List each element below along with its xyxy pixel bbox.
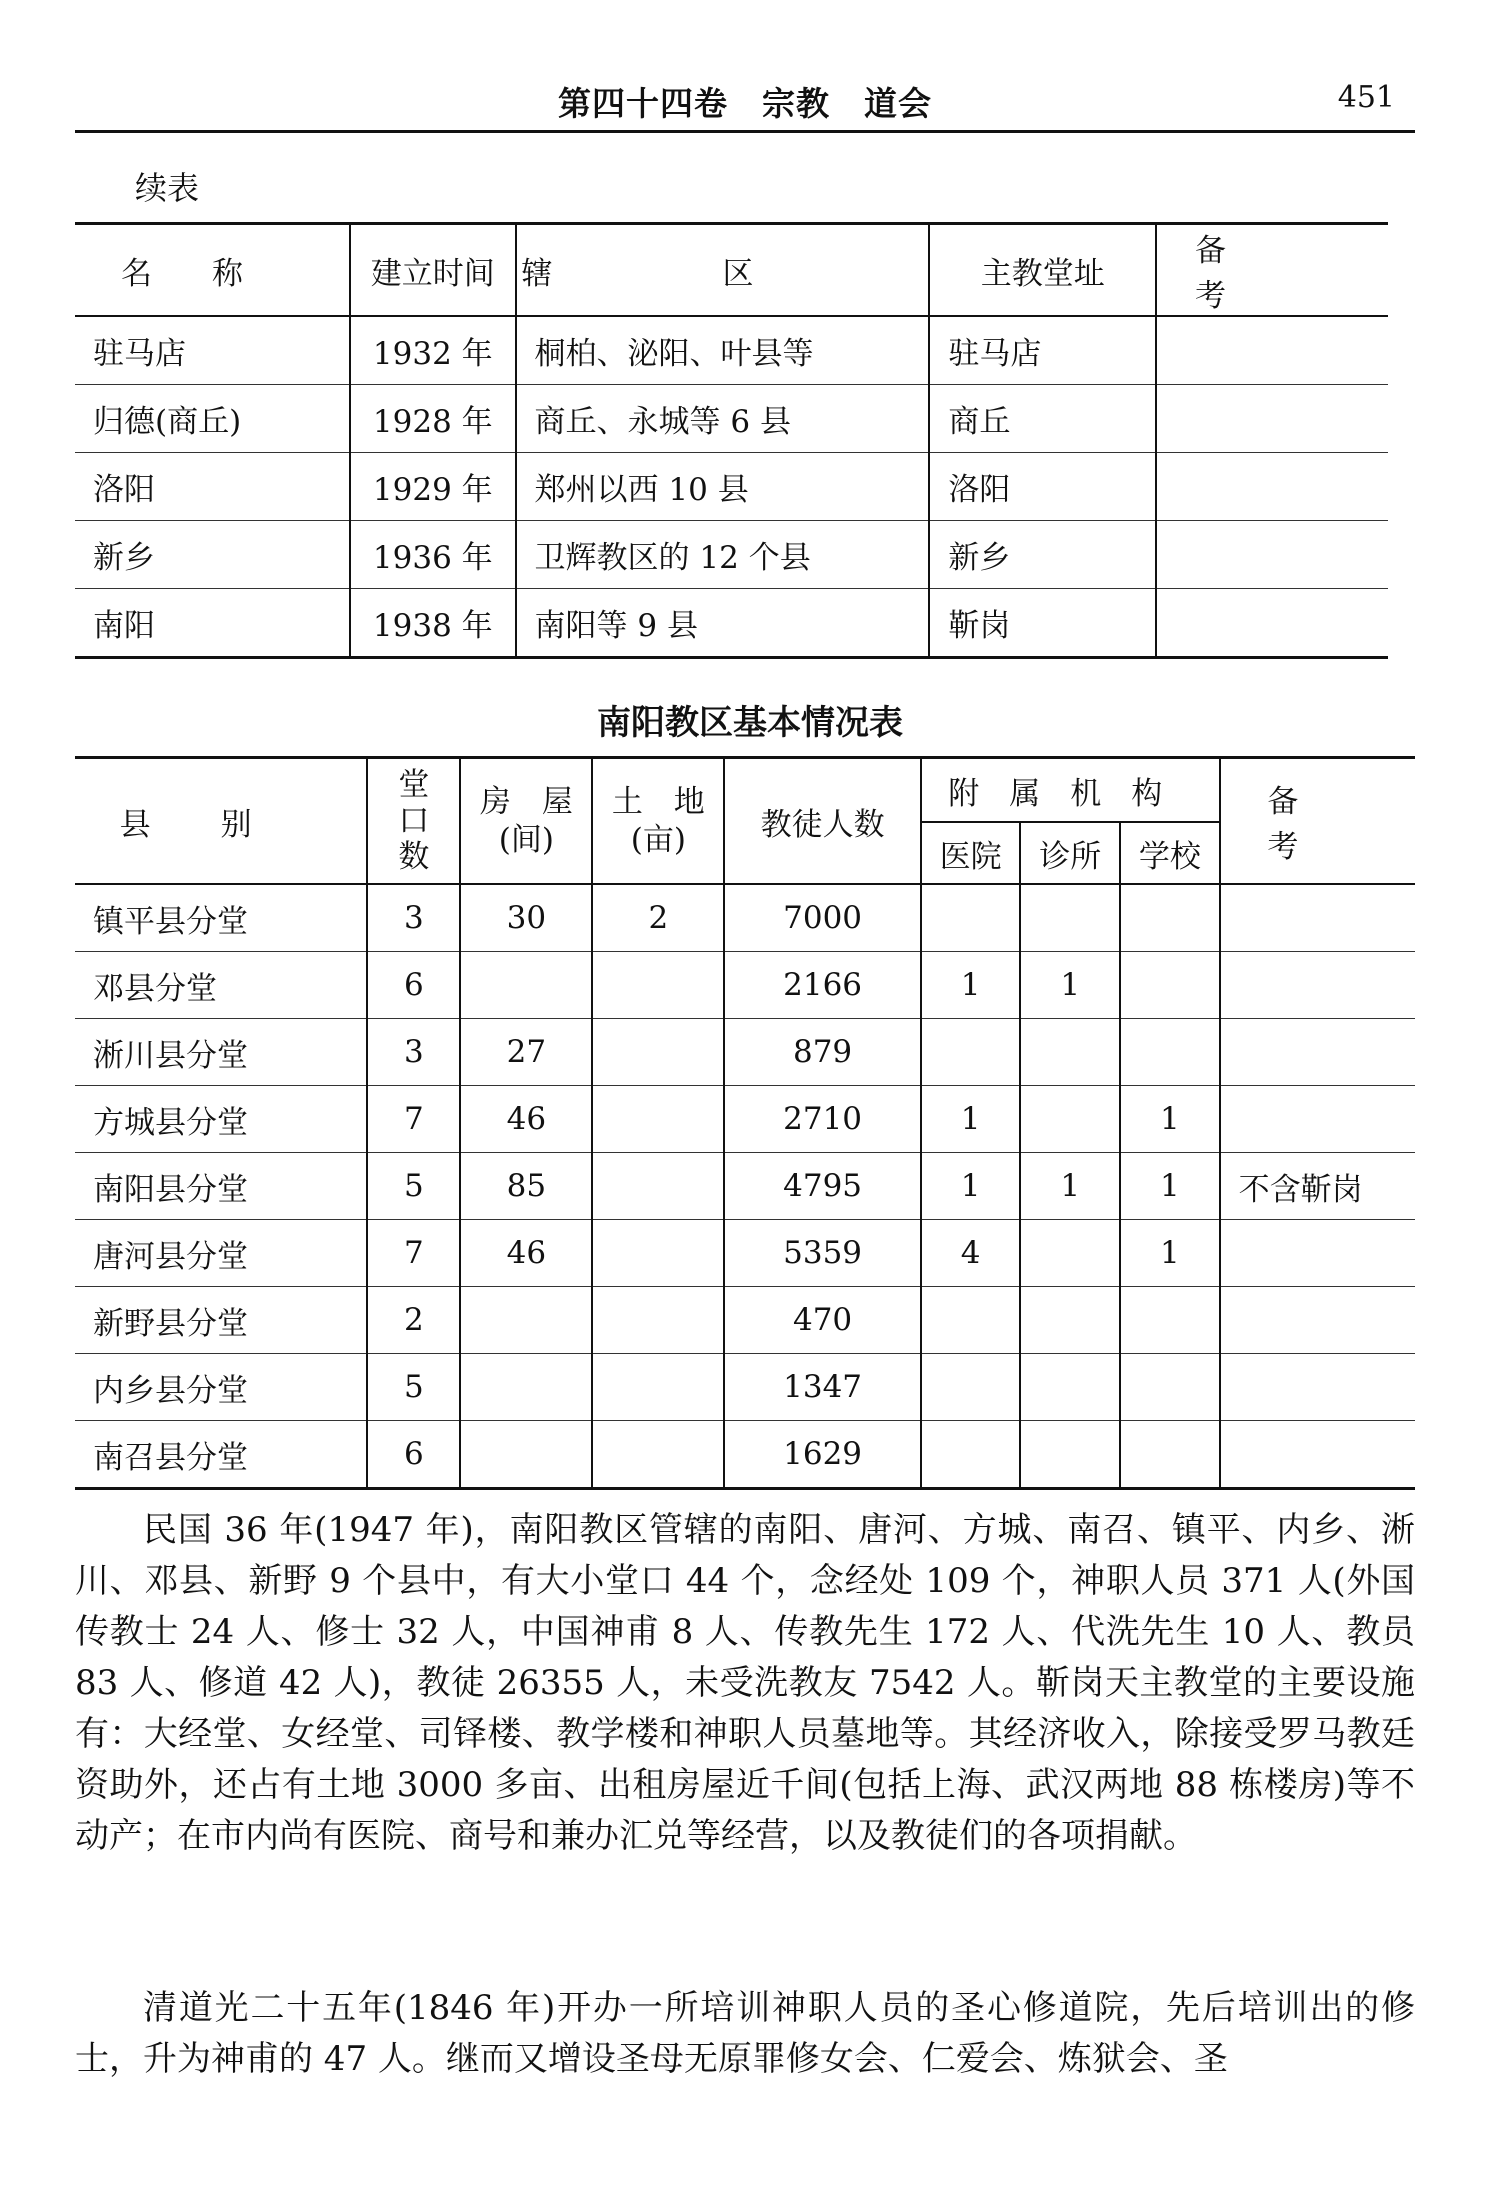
header-churches: 堂 口 数 [367,758,460,885]
cell-land: 2 [592,884,724,952]
table-row [75,316,1388,385]
cell-churches: 5 [367,1354,460,1421]
table-body [75,316,1388,658]
table-body [75,884,1415,1489]
cell-notes [1220,1019,1415,1086]
cell-believers: 879 [724,1019,921,1086]
cell-county: 淅川县分堂 [75,1019,367,1086]
cell-school: 1 [1120,1220,1220,1287]
cell-land [592,1019,724,1086]
header-jurisdiction: 辖区 [516,224,930,317]
cell-houses: 30 [460,884,592,952]
cell-houses: 85 [460,1153,592,1220]
cell-notes [1220,1354,1415,1421]
cell-land [592,952,724,1019]
cell-hospital [921,1354,1021,1421]
table-row [75,1019,1415,1086]
cell-believers: 7000 [724,884,921,952]
header-affiliated: 附属机构 [921,758,1220,823]
table-row [75,1153,1415,1220]
cell-notes [1220,1220,1415,1287]
cell-houses: 27 [460,1019,592,1086]
cell-school [1120,1019,1220,1086]
cell-name: 新乡 [75,521,350,589]
cell-houses: 46 [460,1220,592,1287]
running-title: 第四十四卷 宗教 道会 [558,84,932,123]
cell-hospital: 1 [921,1086,1021,1153]
header-notes: 备考 [1220,758,1415,885]
cell-founded: 1929 年 [350,453,516,521]
cell-believers: 2710 [724,1086,921,1153]
cell-school: 1 [1120,1086,1220,1153]
cell-land [592,1354,724,1421]
cell-churches: 6 [367,952,460,1019]
diocese-table [75,222,1388,659]
paragraph-1: 民国 36 年(1947 年)，南阳教区管辖的南阳、唐河、方城、南召、镇平、内乡、淅川、邓县、新野 9 个县中，有大小堂口 44 个，念经处 109 个，神职人员 371 人(外国传教士 24 人、修士 32 人，中国神甫 8 人、传教先生 172 人、代洗先生 10 人、教员 83 人、修道 42 人)，教徒 26355 人，未受洗教友 7542 人。靳岗天主教堂的主要设施有：大经堂、女经堂、司铎楼、教学楼和神职人员墓地等。其经济收入，除接受罗马教廷资助外，还占有土地 3000 多亩、出租房屋近千间(包括上海、武汉两地 88 栋楼房)等不动产；在市内尚有医院、商号和兼办汇兑等经营，以及教徒们的各项捐献。 [75,1510,1415,1856]
table-row [75,1421,1415,1489]
header-hospital: 医院 [921,822,1021,884]
table-row [75,884,1415,952]
cell-churches: 7 [367,1220,460,1287]
cell-churches: 6 [367,1421,460,1489]
page-number: 451 [1337,80,1395,115]
cell-churches: 3 [367,1019,460,1086]
cell-clinic [1020,884,1120,952]
cell-cathedral: 商丘 [929,385,1156,453]
cell-notes: 不含靳岗 [1220,1153,1415,1220]
cell-county: 南召县分堂 [75,1421,367,1489]
table-row [75,521,1388,589]
cell-county: 南阳县分堂 [75,1153,367,1220]
cell-founded: 1936 年 [350,521,516,589]
cell-school [1120,1354,1220,1421]
cell-clinic [1020,1354,1120,1421]
cell-houses [460,952,592,1019]
cell-cathedral: 新乡 [929,521,1156,589]
cell-school [1120,1421,1220,1489]
cell-clinic [1020,1019,1120,1086]
cell-churches: 3 [367,884,460,952]
cell-county: 方城县分堂 [75,1086,367,1153]
cell-believers: 5359 [724,1220,921,1287]
cell-notes [1156,453,1388,521]
cell-founded: 1938 年 [350,589,516,658]
cell-notes [1220,884,1415,952]
cell-churches: 5 [367,1153,460,1220]
cell-notes [1156,589,1388,658]
cell-jurisdiction: 南阳等 9 县 [516,589,930,658]
table-header-row [75,758,1415,823]
table-row [75,1354,1415,1421]
cell-jurisdiction: 郑州以西 10 县 [516,453,930,521]
cell-clinic: 1 [1020,952,1120,1019]
cell-believers: 470 [724,1287,921,1354]
header-houses: 房 屋 (间) [460,758,592,885]
cell-founded: 1928 年 [350,385,516,453]
cell-school [1120,952,1220,1019]
cell-believers: 2166 [724,952,921,1019]
cell-houses [460,1287,592,1354]
cell-name: 南阳 [75,589,350,658]
cell-county: 邓县分堂 [75,952,367,1019]
header-county: 县别 [75,758,367,885]
header-clinic: 诊所 [1020,822,1120,884]
cell-hospital: 4 [921,1220,1021,1287]
table-row [75,952,1415,1019]
cell-hospital [921,884,1021,952]
cell-county: 新野县分堂 [75,1287,367,1354]
cell-clinic [1020,1220,1120,1287]
cell-clinic [1020,1421,1120,1489]
table-title: 南阳教区基本情况表 [597,703,903,743]
table-row [75,589,1388,658]
cell-hospital: 1 [921,952,1021,1019]
cell-notes [1220,1421,1415,1489]
cell-hospital [921,1421,1021,1489]
header-believers: 教徒人数 [724,758,921,885]
paragraph-2: 清道光二十五年(1846 年)开办一所培训神职人员的圣心修道院，先后培训出的修士，升为神甫的 47 人。继而又增设圣母无原罪修女会、仁爱会、炼狱会、圣 [75,1988,1415,2079]
cell-notes [1220,1086,1415,1153]
header-land: 土 地 (亩) [592,758,724,885]
cell-clinic: 1 [1020,1153,1120,1220]
running-header [75,70,1415,133]
cell-land [592,1287,724,1354]
table-row [75,1220,1415,1287]
cell-jurisdiction: 商丘、永城等 6 县 [516,385,930,453]
cell-churches: 2 [367,1287,460,1354]
cell-houses: 46 [460,1086,592,1153]
cell-jurisdiction: 桐柏、泌阳、叶县等 [516,316,930,385]
cell-cathedral: 驻马店 [929,316,1156,385]
cell-notes [1220,1287,1415,1354]
cell-believers: 4795 [724,1153,921,1220]
cell-school: 1 [1120,1153,1220,1220]
table-row [75,385,1388,453]
cell-notes [1220,952,1415,1019]
cell-land [592,1220,724,1287]
cell-believers: 1629 [724,1421,921,1489]
cell-hospital [921,1019,1021,1086]
cell-hospital [921,1287,1021,1354]
header-name: 名称 [75,224,350,317]
header-school: 学校 [1120,822,1220,884]
cell-name: 洛阳 [75,453,350,521]
cell-jurisdiction: 卫辉教区的 12 个县 [516,521,930,589]
cell-school [1120,884,1220,952]
table-row [75,453,1388,521]
cell-county: 唐河县分堂 [75,1220,367,1287]
cell-notes [1156,385,1388,453]
continued-table-label: 续表 [135,169,200,207]
cell-name: 归德(商丘) [75,385,350,453]
nanyang-diocese-table [75,756,1415,1490]
cell-notes [1156,316,1388,385]
cell-clinic [1020,1086,1120,1153]
cell-founded: 1932 年 [350,316,516,385]
table-header-row [75,224,1388,317]
header-founded: 建立时间 [350,224,516,317]
cell-houses [460,1421,592,1489]
cell-cathedral: 洛阳 [929,453,1156,521]
cell-notes [1156,521,1388,589]
cell-land [592,1086,724,1153]
table-row [75,1086,1415,1153]
cell-county: 内乡县分堂 [75,1354,367,1421]
cell-county: 镇平县分堂 [75,884,367,952]
header-cathedral: 主教堂址 [929,224,1156,317]
cell-houses [460,1354,592,1421]
header-notes: 备考 [1156,224,1388,317]
cell-hospital: 1 [921,1153,1021,1220]
cell-name: 驻马店 [75,316,350,385]
cell-cathedral: 靳岗 [929,589,1156,658]
cell-land [592,1421,724,1489]
cell-school [1120,1287,1220,1354]
cell-believers: 1347 [724,1354,921,1421]
cell-land [592,1153,724,1220]
cell-clinic [1020,1287,1120,1354]
table-row [75,1287,1415,1354]
cell-churches: 7 [367,1086,460,1153]
